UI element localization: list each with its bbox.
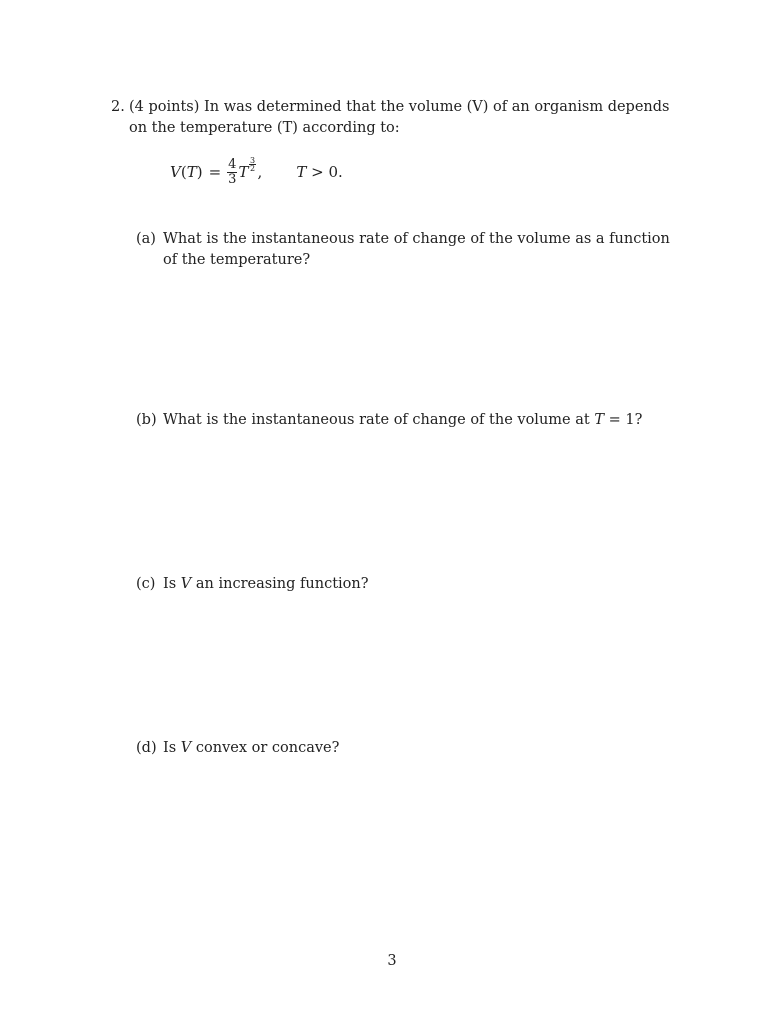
question-text: Is [163, 740, 181, 756]
condition-variable: T [296, 163, 307, 181]
lhs-variable: T [186, 163, 197, 181]
page-number: 3 [387, 953, 397, 969]
equation-variable: T [238, 163, 249, 181]
part-b [136, 410, 671, 431]
part-label: (a) [136, 231, 156, 247]
lhs-open-paren: ( [180, 163, 187, 181]
coefficient-denominator: 3 [228, 171, 237, 187]
part-a [136, 229, 671, 271]
part-question: What is the instantaneous rate of change of the volume as a function of the temperature? [163, 231, 670, 268]
problem-2 [111, 97, 671, 139]
exponent-numerator: 3 [249, 155, 256, 165]
lhs-function: V [170, 163, 181, 181]
exponent-fraction [249, 157, 255, 172]
part-label: (b) [136, 412, 157, 428]
part-c [136, 574, 671, 595]
equation-condition [296, 163, 342, 181]
part-d [136, 738, 671, 759]
problem-header [111, 97, 671, 139]
equation-lhs [170, 163, 203, 181]
coefficient-fraction [227, 158, 237, 187]
equals-sign: = [208, 163, 222, 181]
question-text-end: an increasing function? [191, 576, 369, 592]
coefficient-numerator: 4 [228, 156, 237, 172]
part-label: (c) [136, 576, 156, 592]
volume-equation [170, 150, 343, 194]
problem-statement: (4 points) In was determined that the volume (V) of an organism depends on the temperature (T) according to: [129, 99, 670, 136]
question-variable: V [180, 740, 192, 756]
problem-number: 2. [111, 99, 125, 115]
question-variable: V [180, 576, 192, 592]
part-question [163, 410, 671, 431]
exponent-denominator: 2 [249, 163, 256, 173]
lhs-close-paren: ) [196, 163, 203, 181]
equation-comma: , [257, 163, 263, 181]
part-label: (d) [136, 740, 157, 756]
question-variable: T [594, 412, 604, 428]
part-question [163, 738, 671, 759]
question-text-end: = 1? [603, 412, 643, 428]
question-text: Is [163, 576, 181, 592]
question-text-end: convex or concave? [191, 740, 340, 756]
part-question [163, 574, 671, 595]
condition-text: > 0. [306, 163, 343, 181]
question-text: What is the instantaneous rate of change of the volume at [163, 412, 595, 428]
